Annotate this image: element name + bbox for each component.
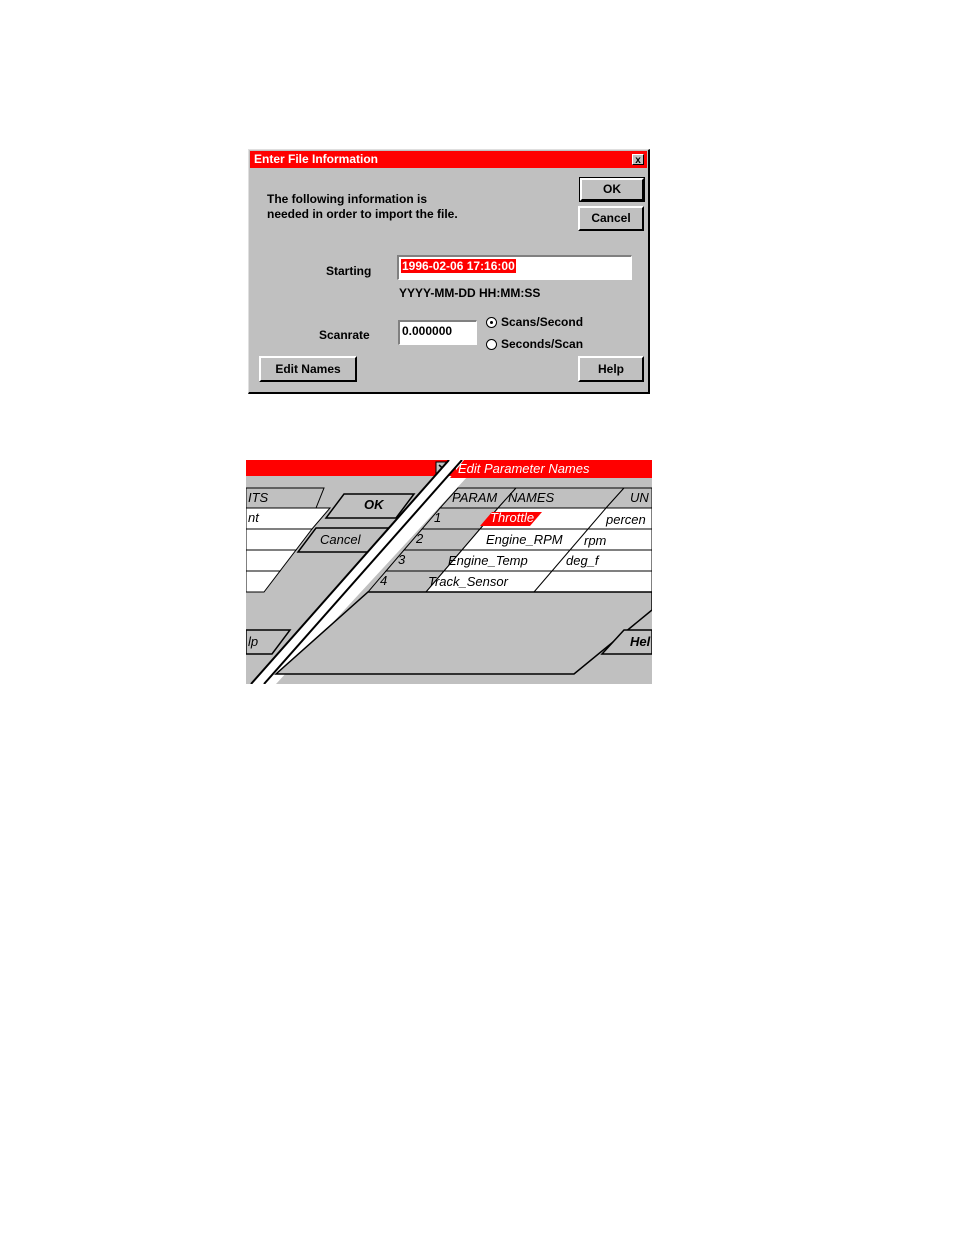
dialog-title-bar[interactable] <box>250 151 647 168</box>
old-help-button[interactable]: lp <box>248 634 259 649</box>
seconds-per-scan-radio[interactable] <box>486 339 497 350</box>
old-ok-button[interactable]: OK <box>364 497 384 512</box>
new-help-button[interactable]: Hel <box>630 634 651 649</box>
instructions-line-2: needed in order to import the file. <box>267 207 458 221</box>
starting-date-value: 1996-02-06 17:16:00 <box>402 259 515 273</box>
old-cancel-button[interactable]: Cancel <box>320 532 361 547</box>
row-1-param: 1 <box>434 510 442 525</box>
row-2-param: 2 <box>416 531 424 546</box>
dialog-title: Enter File Information <box>254 152 379 166</box>
param-column-header: PARAM <box>452 490 498 505</box>
ok-button[interactable]: OK <box>580 178 644 201</box>
transition-graphic <box>246 460 652 684</box>
edit-names-button[interactable]: Edit Names <box>259 356 357 382</box>
row-4-param: 4 <box>380 573 388 588</box>
cancel-button[interactable]: Cancel <box>578 206 644 231</box>
units-row-fragment: nt <box>248 510 259 525</box>
seconds-per-scan-label[interactable]: Seconds/Scan <box>501 337 584 351</box>
names-column-header: NAMES <box>508 490 555 505</box>
scans-per-second-label[interactable]: Scans/Second <box>501 315 584 329</box>
row-1-name[interactable]: Throttle <box>490 510 535 525</box>
old-dialog-title-bar <box>246 460 456 476</box>
close-icon[interactable]: x <box>632 154 644 165</box>
row-3-name[interactable]: Engine_Temp <box>448 553 528 568</box>
enter-file-information-dialog <box>248 149 650 394</box>
units-column-header: UN <box>630 490 649 505</box>
starting-date-input[interactable] <box>397 255 632 280</box>
row-2-name[interactable]: Engine_RPM <box>486 532 563 547</box>
units-header-fragment: ITS <box>248 490 269 505</box>
scanrate-value: 0.000000 <box>402 324 453 338</box>
row-1-units[interactable]: percen <box>606 512 646 527</box>
radio-selected-dot <box>490 321 493 324</box>
row-2-units[interactable]: rpm <box>584 533 607 548</box>
scanrate-label: Scanrate <box>319 328 370 342</box>
row-4-name[interactable]: Track_Sensor <box>428 574 508 589</box>
instructions-line-1: The following information is <box>267 192 427 206</box>
row-3-units[interactable]: deg_f <box>566 553 599 568</box>
starting-label: Starting <box>326 264 372 278</box>
scans-per-second-radio[interactable] <box>486 317 497 328</box>
scanrate-input[interactable] <box>398 320 477 345</box>
edit-parameter-names-transition <box>246 460 652 684</box>
edit-parameter-names-title: Edit Parameter Names <box>458 461 590 476</box>
help-button[interactable]: Help <box>578 356 644 382</box>
date-format-hint: YYYY-MM-DD HH:MM:SS <box>399 286 541 300</box>
row-3-param: 3 <box>398 552 406 567</box>
